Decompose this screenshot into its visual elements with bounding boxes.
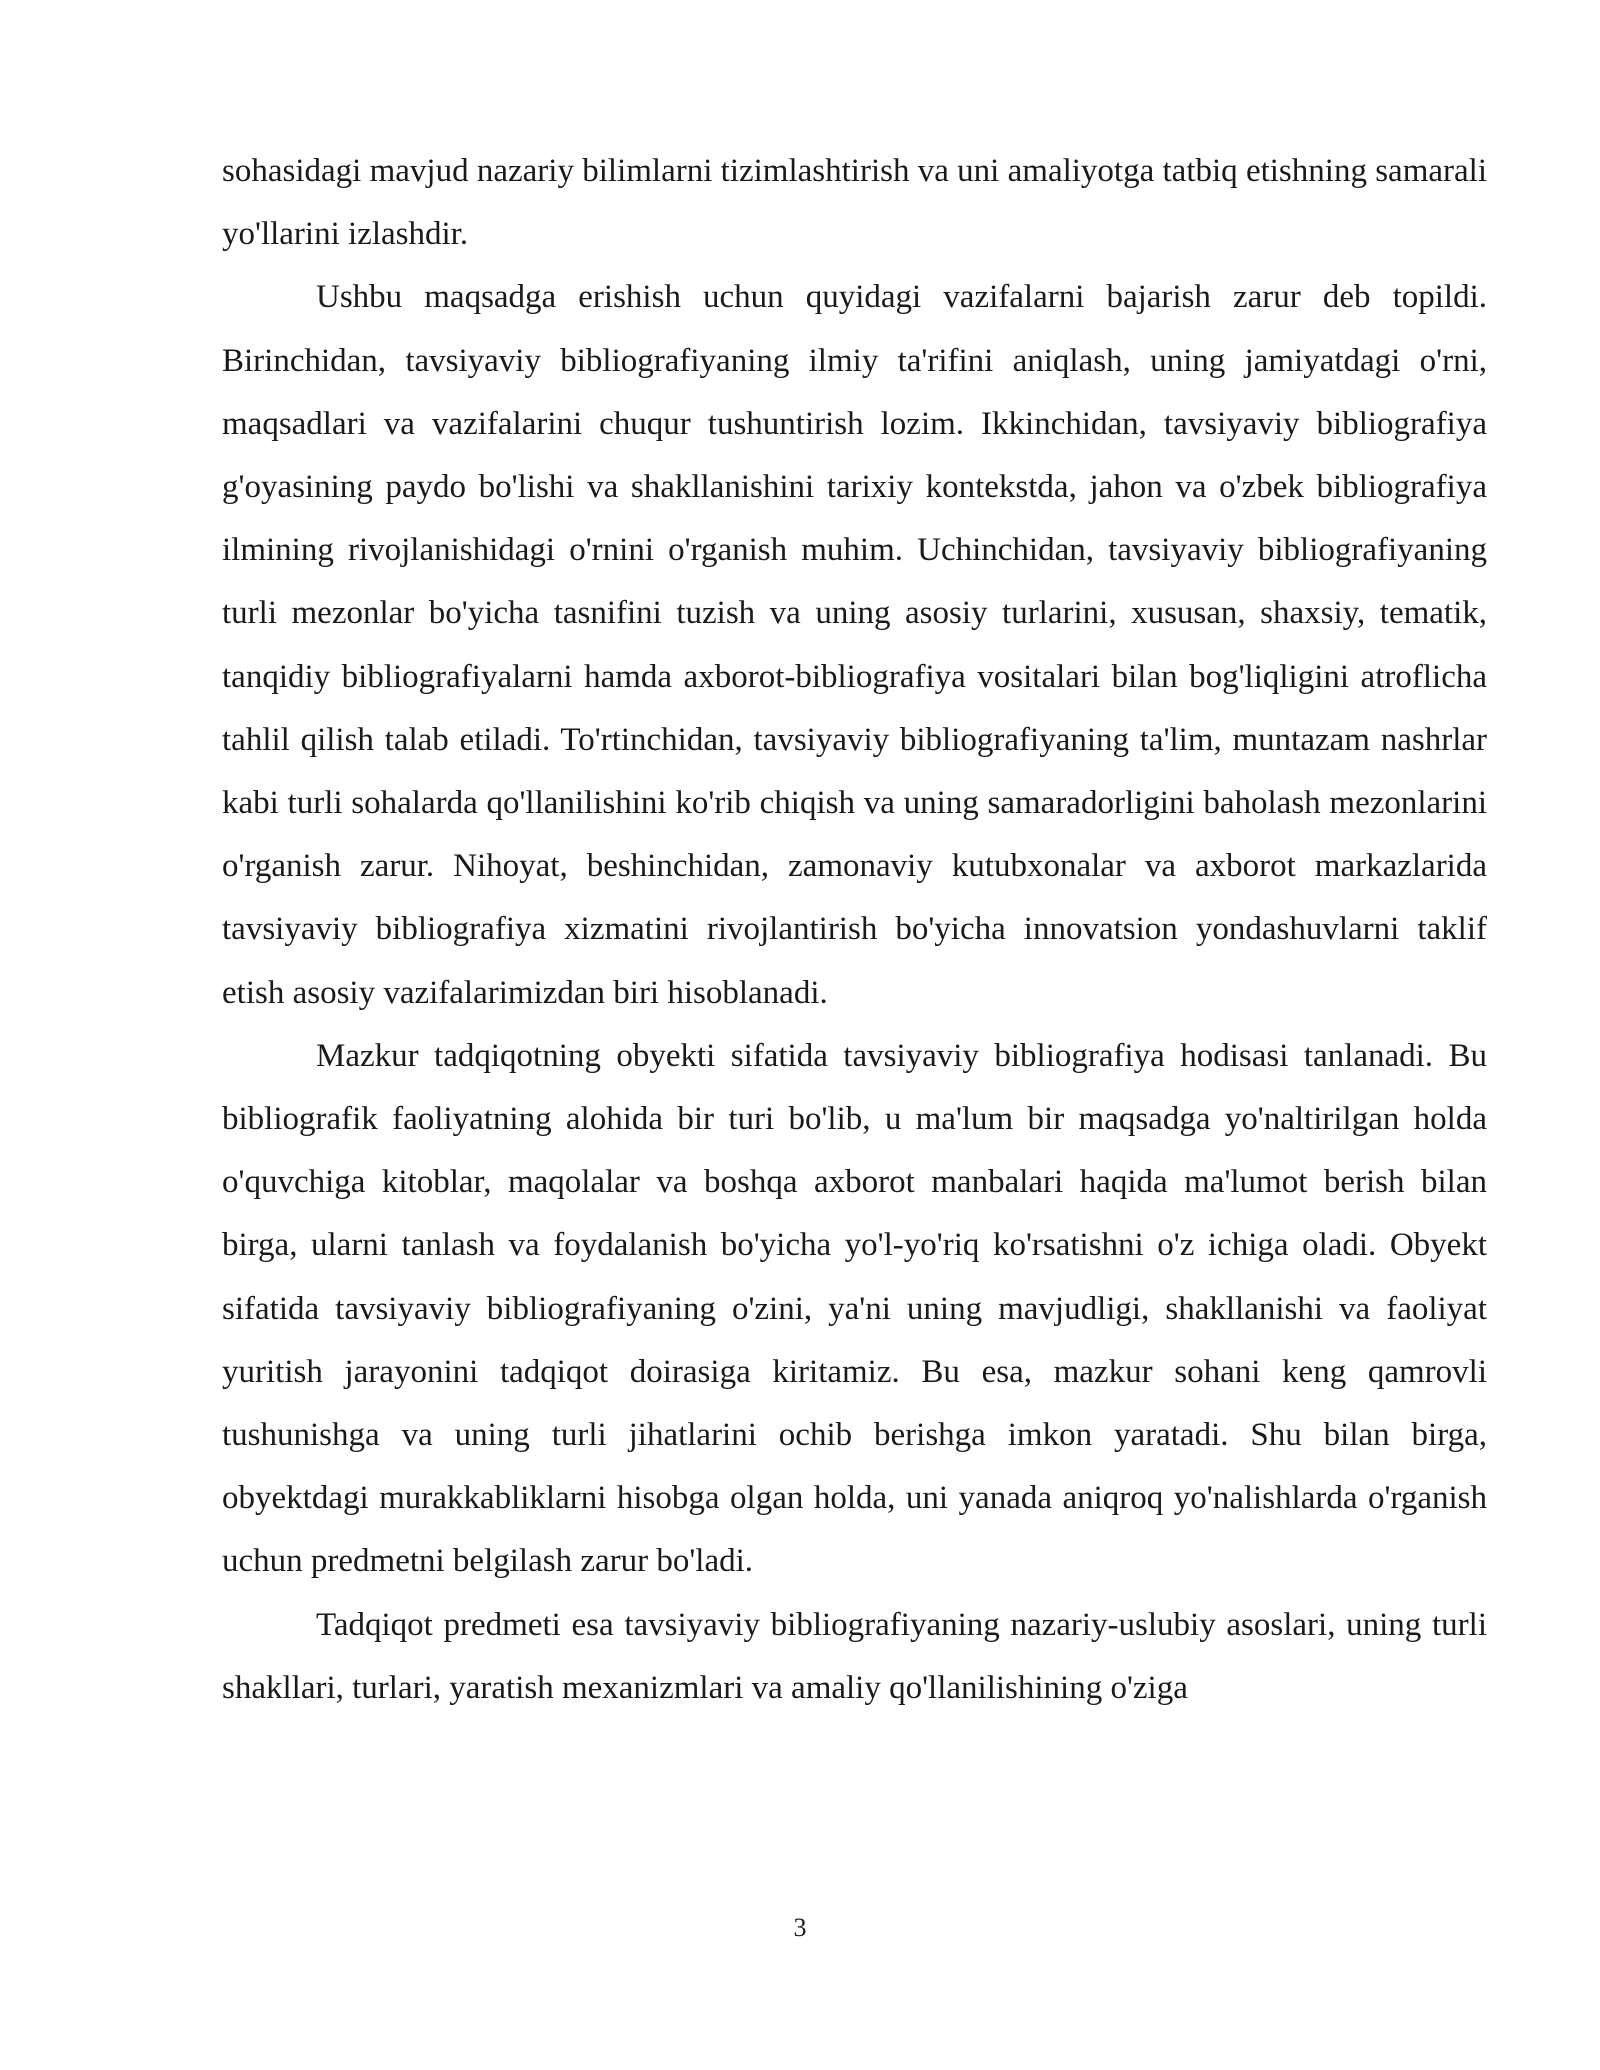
body-text	[222, 140, 1487, 1720]
paragraph-subject: Tadqiqot predmeti esa tavsiyaviy bibliografiyaning nazariy-uslubiy asoslari, uning turli shakllari, turlari, yaratish mexanizmlari va amaliy qo'llanilishining o'ziga	[222, 1606, 1487, 1706]
paragraph-tasks: Ushbu maqsadga erishish uchun quyidagi vazifalarni bajarish zarur deb topildi. Birinchidan, tavsiyaviy bibliografiyaning ilmiy ta'rifini aniqlash, uning jamiyatdagi o'rni, maqsadlari va vazifalarini chuqur tushuntirish lozim. Ikkinchidan, tavsiyaviy bibliografiya g'oyasining paydo bo'lishi va shakllanishini tarixiy kontekstda, jahon va o'zbek bibliografiya ilmining rivojlanishidagi o'rnini o'rganish muhim. Uchinchidan, tavsiyaviy bibliografiyaning turli mezonlar bo'yicha tasnifini tuzish va uning asosiy turlarini, xususan, shaxsiy, tematik, tanqidiy bibliografiyalarni hamda axborot-bibliografiya vositalari bilan bog'liqligini atroflicha tahlil qilish talab etiladi. To'rtinchidan, tavsiyaviy bibliografiyaning ta'lim, muntazam nashrlar kabi turli sohalarda qo'llanilishini ko'rib chiqish va uning samaradorligini baholash mezonlarini o'rganish zarur. Nihoyat, beshinchidan, zamonaviy kutubxonalar va axborot markazlarida tavsiyaviy bibliografiya xizmatini rivojlantirish bo'yicha innovatsion yondashuvlarni taklif etish asosiy vazifalarimizdan biri hisoblanadi.	[222, 279, 1487, 1011]
page-number: 3	[793, 1913, 807, 1942]
paragraph-continuation: sohasidagi mavjud nazariy bilimlarni tizimlashtirish va uni amaliyotga tatbiq etishning samarali yo'llarini izlashdir.	[222, 153, 1487, 253]
paragraph-object: Mazkur tadqiqotning obyekti sifatida tavsiyaviy bibliografiya hodisasi tanlanadi. Bu bibliografik faoliyatning alohida bir turi bo'lib, u ma'lum bir maqsadga yo'naltirilgan holda o'quvchiga kitoblar, maqolalar va boshqa axborot manbalari haqida ma'lumot berish bilan birga, ularni tanlash va foydalanish bo'yicha yo'l-yo'riq ko'rsatishni o'z ichiga oladi. Obyekt sifatida tavsiyaviy bibliografiyaning o'zini, ya'ni uning mavjudligi, shakllanishi va faoliyat yuritish jarayonini tadqiqot doirasiga kiritamiz. Bu esa, mazkur sohani keng qamrovli tushunishga va uning turli jihatlarini ochib berishga imkon yaratadi. Shu bilan birga, obyektdagi murakkabliklarni hisobga olgan holda, uni yanada aniqroq yo'nalishlarda o'rganish uchun predmetni belgilash zarur bo'ladi.	[222, 1037, 1487, 1580]
